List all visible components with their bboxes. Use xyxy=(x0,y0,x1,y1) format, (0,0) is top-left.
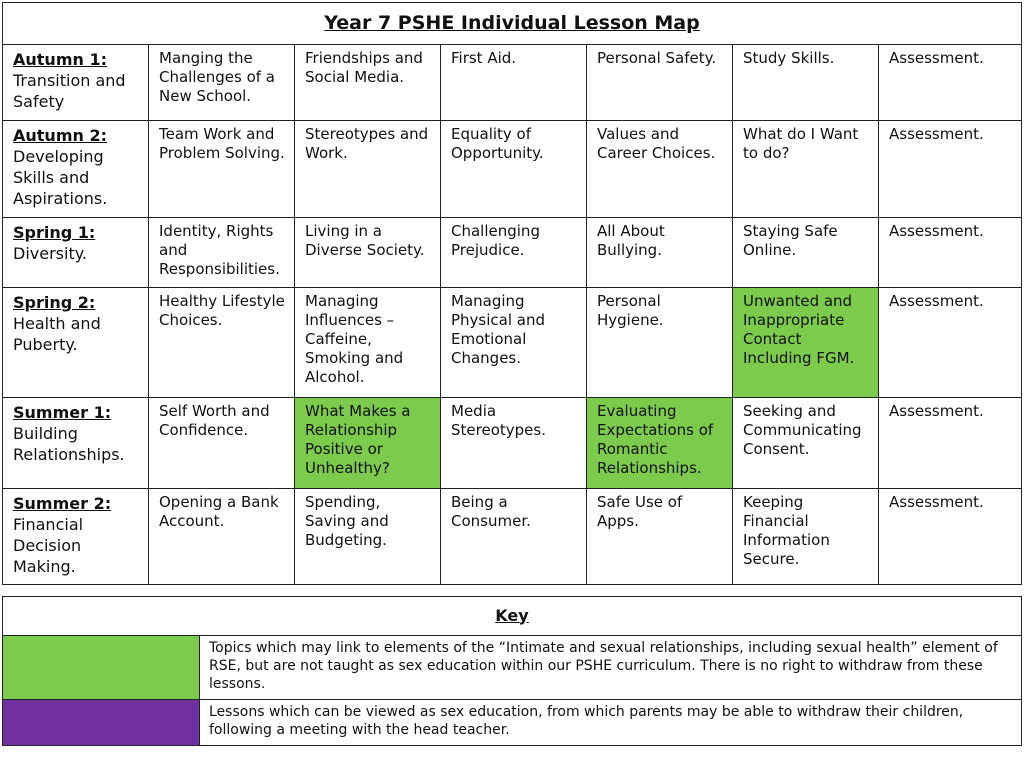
term-row xyxy=(3,489,1022,585)
lesson-cell: Self Worth and Confidence. xyxy=(149,398,295,489)
term-desc: Financial Decision Making. xyxy=(13,515,84,576)
term-desc: Building Relationships. xyxy=(13,424,125,464)
lesson-cell: Assessment. xyxy=(879,489,1022,585)
lesson-cell: All About Bullying. xyxy=(587,218,733,288)
lesson-cell: Media Stereotypes. xyxy=(441,398,587,489)
lesson-cell: Stereotypes and Work. xyxy=(295,121,441,218)
lesson-cell: Healthy Lifestyle Choices. xyxy=(149,288,295,398)
lesson-cell: Assessment. xyxy=(879,288,1022,398)
title-cell xyxy=(3,3,1022,45)
key-heading-cell xyxy=(3,597,1022,636)
lesson-cell: Managing Physical and Emotional Changes. xyxy=(441,288,587,398)
term-name: Spring 1: xyxy=(13,223,96,242)
term-cell xyxy=(3,121,149,218)
term-row xyxy=(3,121,1022,218)
lesson-cell: Identity, Rights and Responsibilities. xyxy=(149,218,295,288)
lesson-cell: Assessment. xyxy=(879,45,1022,121)
lesson-cell: Living in a Diverse Society. xyxy=(295,218,441,288)
term-name: Summer 2: xyxy=(13,494,112,513)
lesson-cell: Safe Use of Apps. xyxy=(587,489,733,585)
lesson-cell: Friendships and Social Media. xyxy=(295,45,441,121)
key-text: Lessons which can be viewed as sex education, from which parents may be able to withdraw their children, following a meeting with the head teacher. xyxy=(200,700,1022,746)
term-desc: Developing Skills and Aspirations. xyxy=(13,147,108,208)
lesson-cell: Challenging Prejudice. xyxy=(441,218,587,288)
term-desc: Transition and Safety xyxy=(13,71,126,111)
page-title: Year 7 PSHE Individual Lesson Map xyxy=(324,11,700,34)
lesson-cell: Equality of Opportunity. xyxy=(441,121,587,218)
term-name: Autumn 2: xyxy=(13,126,107,145)
term-cell xyxy=(3,218,149,288)
green-swatch xyxy=(3,636,200,700)
term-row xyxy=(3,288,1022,398)
lesson-cell: Seeking and Communicating Consent. xyxy=(733,398,879,489)
lesson-cell-highlighted: Evaluating Expectations of Romantic Relationships. xyxy=(587,398,733,489)
lesson-cell: First Aid. xyxy=(441,45,587,121)
term-row xyxy=(3,218,1022,288)
lesson-cell-highlighted: What Makes a Relationship Positive or Unhealthy? xyxy=(295,398,441,489)
lesson-cell: Being a Consumer. xyxy=(441,489,587,585)
term-name: Autumn 1: xyxy=(13,50,107,69)
term-cell xyxy=(3,489,149,585)
term-row xyxy=(3,398,1022,489)
lesson-cell: Team Work and Problem Solving. xyxy=(149,121,295,218)
lesson-cell: Opening a Bank Account. xyxy=(149,489,295,585)
lesson-cell-highlighted: Unwanted and Inappropriate Contact Including FGM. xyxy=(733,288,879,398)
lesson-cell: Values and Career Choices. xyxy=(587,121,733,218)
lesson-cell: Manging the Challenges of a New School. xyxy=(149,45,295,121)
term-cell xyxy=(3,288,149,398)
lesson-cell: Spending, Saving and Budgeting. xyxy=(295,489,441,585)
lesson-cell: Assessment. xyxy=(879,121,1022,218)
term-desc: Diversity. xyxy=(13,244,87,263)
key-row xyxy=(3,636,1022,700)
lesson-cell: What do I Want to do? xyxy=(733,121,879,218)
lesson-cell: Staying Safe Online. xyxy=(733,218,879,288)
term-name: Summer 1: xyxy=(13,403,112,422)
lesson-map-table xyxy=(2,2,1022,585)
key-row xyxy=(3,700,1022,746)
lesson-cell: Study Skills. xyxy=(733,45,879,121)
lesson-cell: Personal Safety. xyxy=(587,45,733,121)
term-cell xyxy=(3,45,149,121)
key-heading: Key xyxy=(495,605,529,625)
lesson-cell: Personal Hygiene. xyxy=(587,288,733,398)
term-desc: Health and Puberty. xyxy=(13,314,101,354)
term-cell xyxy=(3,398,149,489)
lesson-cell: Keeping Financial Information Secure. xyxy=(733,489,879,585)
lesson-cell: Assessment. xyxy=(879,218,1022,288)
key-text: Topics which may link to elements of the “Intimate and sexual relationships, including sexual health” element of RSE, but are not taught as sex education within our PSHE curriculum. There is no right to withdraw from these lessons. xyxy=(200,636,1022,700)
term-row xyxy=(3,45,1022,121)
term-name: Spring 2: xyxy=(13,293,96,312)
lesson-cell: Assessment. xyxy=(879,398,1022,489)
key-table xyxy=(2,596,1022,746)
lesson-cell: Managing Influences – Caffeine, Smoking and Alcohol. xyxy=(295,288,441,398)
purple-swatch xyxy=(3,700,200,746)
